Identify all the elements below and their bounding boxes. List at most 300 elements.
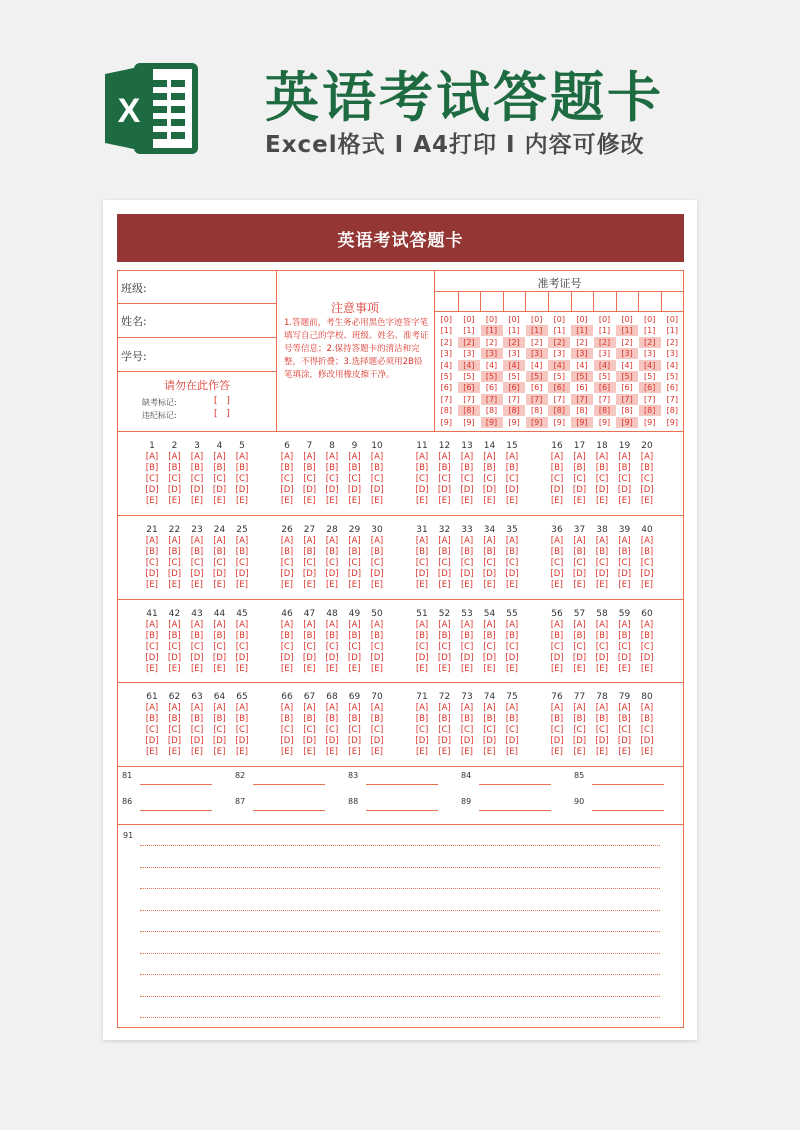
answer-bubble[interactable]: [E] [168, 580, 181, 590]
exam-id-digit-bubble[interactable]: [5] [553, 372, 565, 381]
answer-bubble[interactable]: [C] [618, 725, 631, 735]
fill-answer-line[interactable] [592, 784, 664, 785]
answer-bubble[interactable]: [A] [280, 452, 294, 462]
answer-bubble[interactable]: [D] [167, 569, 182, 579]
answer-bubble[interactable]: [A] [280, 703, 294, 713]
answer-bubble[interactable]: [B] [235, 547, 249, 557]
answer-bubble[interactable]: [C] [483, 642, 496, 652]
answer-bubble[interactable]: [C] [213, 725, 226, 735]
answer-bubble[interactable]: [C] [303, 725, 316, 735]
answer-bubble[interactable]: [B] [595, 631, 609, 641]
answer-bubble[interactable]: [E] [618, 664, 631, 674]
exam-id-digit-bubble[interactable]: [1] [553, 326, 565, 336]
answer-bubble[interactable]: [D] [347, 736, 362, 746]
answer-bubble[interactable]: [A] [483, 452, 496, 462]
answer-bubble[interactable]: [E] [168, 496, 181, 506]
answer-bubble[interactable]: [D] [212, 736, 227, 746]
answer-bubble[interactable]: [E] [325, 747, 338, 757]
exam-id-digit-bubble[interactable]: [4] [548, 360, 570, 371]
exam-id-digit-bubble[interactable]: [9] [553, 417, 565, 427]
exam-id-digit-bubble[interactable]: [7] [508, 394, 520, 404]
exam-id-digit-bubble[interactable]: [8] [621, 406, 633, 416]
answer-bubble[interactable]: [A] [235, 452, 249, 462]
answer-bubble[interactable]: [A] [618, 703, 631, 713]
answer-bubble[interactable]: [E] [505, 664, 518, 674]
answer-bubble[interactable]: [E] [550, 747, 563, 757]
answer-bubble[interactable]: [B] [640, 463, 654, 473]
answer-bubble[interactable]: [B] [190, 631, 204, 641]
answer-bubble[interactable]: [C] [370, 558, 384, 568]
answer-bubble[interactable]: [D] [167, 736, 182, 746]
fill-answer-line[interactable] [592, 810, 664, 811]
answer-bubble[interactable]: [E] [348, 496, 361, 506]
answer-bubble[interactable]: [B] [213, 714, 226, 724]
answer-bubble[interactable]: [D] [280, 736, 294, 746]
answer-bubble[interactable]: [C] [595, 642, 609, 652]
exam-id-digit-bubble[interactable]: [3] [440, 349, 452, 359]
answer-bubble[interactable]: [B] [303, 631, 316, 641]
answer-bubble[interactable]: [B] [348, 463, 361, 473]
answer-bubble[interactable]: [C] [303, 474, 316, 484]
exam-id-digit-bubble[interactable]: [3] [553, 349, 565, 359]
answer-bubble[interactable]: [C] [640, 642, 654, 652]
exam-id-digit-bubble[interactable]: [7] [481, 394, 503, 405]
answer-bubble[interactable]: [D] [325, 569, 339, 579]
exam-id-digit-bubble[interactable]: [7] [644, 394, 656, 404]
exam-id-digit-bubble[interactable]: [1] [644, 326, 656, 336]
answer-bubble[interactable]: [E] [415, 664, 428, 674]
exam-id-digit-bubble[interactable]: [0] [440, 315, 452, 324]
exam-id-digit-bubble[interactable]: [3] [526, 348, 548, 359]
answer-bubble[interactable]: [B] [483, 714, 496, 724]
exam-id-digit-bubble[interactable]: [4] [485, 360, 498, 370]
exam-id-digit-bubble[interactable]: [3] [616, 348, 638, 359]
exam-id-digit-bubble[interactable]: [8] [503, 405, 525, 416]
exam-id-digit-bubble[interactable]: [9] [616, 417, 638, 428]
answer-bubble[interactable]: [C] [235, 725, 249, 735]
answer-bubble[interactable]: [B] [325, 547, 339, 557]
answer-bubble[interactable]: [C] [325, 642, 339, 652]
answer-bubble[interactable]: [E] [595, 664, 608, 674]
answer-bubble[interactable]: [D] [190, 736, 204, 746]
exam-id-digit-bubble[interactable]: [7] [571, 394, 593, 405]
answer-bubble[interactable]: [C] [280, 558, 294, 568]
answer-bubble[interactable]: [B] [505, 547, 519, 557]
answer-bubble[interactable]: [B] [483, 463, 496, 473]
answer-bubble[interactable]: [C] [303, 642, 316, 652]
answer-bubble[interactable]: [D] [617, 485, 632, 495]
essay-writing-line[interactable] [140, 996, 660, 997]
exam-id-digit-bubble[interactable]: [3] [463, 349, 475, 359]
answer-bubble[interactable]: [E] [618, 580, 631, 590]
answer-bubble[interactable]: [A] [415, 536, 429, 546]
exam-id-digit-bubble[interactable]: [1] [666, 326, 678, 336]
answer-bubble[interactable]: [D] [302, 736, 317, 746]
answer-bubble[interactable]: [E] [190, 580, 203, 590]
answer-bubble[interactable]: [D] [437, 485, 452, 495]
answer-bubble[interactable]: [A] [483, 620, 496, 630]
answer-bubble[interactable]: [B] [325, 631, 339, 641]
answer-bubble[interactable]: [E] [483, 580, 496, 590]
exam-id-digit-bubble[interactable]: [5] [526, 371, 548, 382]
answer-bubble[interactable]: [C] [505, 725, 519, 735]
answer-bubble[interactable]: [D] [572, 736, 587, 746]
answer-bubble[interactable]: [B] [235, 714, 249, 724]
answer-bubble[interactable]: [E] [415, 496, 428, 506]
answer-bubble[interactable]: [C] [595, 725, 609, 735]
answer-bubble[interactable]: [C] [618, 642, 631, 652]
answer-bubble[interactable]: [D] [325, 485, 339, 495]
answer-bubble[interactable]: [D] [482, 653, 497, 663]
answer-bubble[interactable]: [A] [370, 452, 384, 462]
exam-id-digit-bubble[interactable]: [0] [666, 315, 678, 324]
answer-bubble[interactable]: [A] [460, 536, 474, 546]
exam-id-digit-bubble[interactable]: [9] [571, 417, 593, 428]
answer-bubble[interactable]: [B] [438, 463, 451, 473]
answer-bubble[interactable]: [E] [640, 747, 653, 757]
exam-id-digit-bubble[interactable]: [4] [458, 360, 480, 371]
answer-bubble[interactable]: [B] [550, 547, 564, 557]
answer-bubble[interactable]: [E] [325, 664, 338, 674]
fill-answer-line[interactable] [479, 810, 551, 811]
answer-bubble[interactable]: [A] [438, 452, 451, 462]
exam-id-digit-bubble[interactable]: [0] [598, 315, 611, 324]
answer-bubble[interactable]: [B] [595, 463, 609, 473]
answer-bubble[interactable]: [C] [168, 725, 181, 735]
exam-id-digit-bubble[interactable]: [4] [531, 360, 543, 370]
answer-bubble[interactable]: [E] [348, 580, 361, 590]
answer-bubble[interactable]: [C] [438, 642, 451, 652]
answer-bubble[interactable]: [D] [325, 653, 339, 663]
answer-bubble[interactable]: [E] [460, 664, 473, 674]
answer-bubble[interactable]: [D] [190, 485, 204, 495]
answer-bubble[interactable]: [A] [550, 703, 564, 713]
answer-bubble[interactable]: [D] [482, 569, 497, 579]
exam-id-digit-bubble[interactable]: [9] [666, 417, 678, 427]
answer-bubble[interactable]: [D] [145, 485, 159, 495]
answer-bubble[interactable]: [D] [640, 569, 654, 579]
answer-bubble[interactable]: [B] [438, 714, 451, 724]
fill-answer-line[interactable] [140, 784, 212, 785]
answer-bubble[interactable]: [C] [438, 474, 451, 484]
answer-bubble[interactable]: [C] [370, 474, 384, 484]
exam-id-digit-bubble[interactable]: [1] [571, 325, 593, 336]
exam-id-digit-bubble[interactable]: [7] [553, 394, 565, 404]
exam-id-digit-bubble[interactable]: [3] [644, 349, 656, 359]
answer-bubble[interactable]: [C] [348, 558, 361, 568]
exam-id-digit-bubble[interactable]: [9] [481, 417, 503, 428]
answer-bubble[interactable]: [D] [460, 569, 474, 579]
answer-bubble[interactable]: [C] [235, 558, 249, 568]
answer-bubble[interactable]: [A] [213, 620, 226, 630]
answer-bubble[interactable]: [D] [212, 485, 227, 495]
answer-bubble[interactable]: [D] [505, 485, 519, 495]
answer-bubble[interactable]: [D] [640, 653, 654, 663]
answer-bubble[interactable]: [C] [168, 558, 181, 568]
exam-id-digit-bubble[interactable]: [1] [481, 325, 503, 336]
answer-bubble[interactable]: [A] [483, 536, 496, 546]
answer-bubble[interactable]: [E] [550, 664, 563, 674]
exam-id-digit-bubble[interactable]: [1] [526, 325, 548, 336]
answer-bubble[interactable]: [A] [438, 620, 451, 630]
answer-bubble[interactable]: [B] [168, 714, 181, 724]
answer-bubble[interactable]: [B] [190, 714, 204, 724]
answer-bubble[interactable]: [D] [145, 569, 159, 579]
answer-bubble[interactable]: [A] [595, 703, 609, 713]
answer-bubble[interactable]: [D] [437, 736, 452, 746]
essay-writing-line[interactable] [140, 974, 660, 975]
answer-bubble[interactable]: [B] [415, 631, 429, 641]
answer-bubble[interactable]: [B] [145, 547, 159, 557]
answer-bubble[interactable]: [B] [573, 463, 586, 473]
exam-id-digit-bubble[interactable]: [7] [526, 394, 548, 405]
answer-bubble[interactable]: [C] [280, 642, 294, 652]
answer-bubble[interactable]: [C] [483, 725, 496, 735]
answer-bubble[interactable]: [A] [168, 703, 181, 713]
answer-bubble[interactable]: [C] [550, 642, 564, 652]
answer-bubble[interactable]: [A] [325, 452, 339, 462]
answer-bubble[interactable]: [C] [168, 474, 181, 484]
answer-bubble[interactable]: [A] [168, 452, 181, 462]
exam-id-digit-bubble[interactable]: [8] [576, 406, 588, 416]
answer-bubble[interactable]: [A] [640, 703, 654, 713]
answer-bubble[interactable]: [B] [505, 463, 519, 473]
exam-id-digit-bubble[interactable]: [4] [440, 360, 452, 370]
exam-id-digit-bubble[interactable]: [1] [616, 325, 638, 336]
answer-bubble[interactable]: [E] [618, 496, 631, 506]
answer-bubble[interactable]: [A] [168, 536, 181, 546]
answer-bubble[interactable]: [B] [303, 714, 316, 724]
answer-bubble[interactable]: [D] [280, 485, 294, 495]
exam-id-digit-bubble[interactable]: [7] [598, 394, 611, 404]
exam-id-digit-bubble[interactable]: [9] [440, 417, 452, 427]
exam-id-digit-bubble[interactable]: [0] [485, 315, 498, 324]
answer-bubble[interactable]: [A] [303, 452, 316, 462]
answer-bubble[interactable]: [E] [235, 496, 248, 506]
answer-bubble[interactable]: [E] [370, 580, 383, 590]
answer-bubble[interactable]: [D] [212, 653, 227, 663]
answer-bubble[interactable]: [E] [483, 664, 496, 674]
answer-bubble[interactable]: [E] [640, 664, 653, 674]
answer-bubble[interactable]: [A] [145, 536, 159, 546]
answer-bubble[interactable]: [B] [573, 631, 586, 641]
answer-bubble[interactable]: [A] [303, 620, 316, 630]
answer-bubble[interactable]: [E] [550, 496, 563, 506]
answer-bubble[interactable]: [C] [280, 725, 294, 735]
answer-bubble[interactable]: [E] [595, 747, 608, 757]
fill-answer-line[interactable] [366, 784, 438, 785]
answer-bubble[interactable]: [D] [482, 485, 497, 495]
exam-id-digit-bubble[interactable]: [4] [503, 360, 525, 371]
answer-bubble[interactable]: [D] [235, 653, 249, 663]
exam-id-digit-bubble[interactable]: [6] [458, 382, 480, 393]
answer-bubble[interactable]: [E] [595, 580, 608, 590]
answer-bubble[interactable]: [B] [325, 463, 339, 473]
answer-bubble[interactable]: [B] [303, 463, 316, 473]
exam-id-digit-bubble[interactable]: [4] [576, 360, 588, 370]
exam-id-digit-bubble[interactable]: [2] [440, 337, 452, 347]
exam-id-digit-bubble[interactable]: [0] [553, 315, 565, 324]
answer-bubble[interactable]: [E] [280, 580, 293, 590]
answer-bubble[interactable]: [B] [348, 631, 361, 641]
answer-bubble[interactable]: [D] [167, 485, 182, 495]
answer-bubble[interactable]: [E] [190, 496, 203, 506]
answer-bubble[interactable]: [D] [572, 653, 587, 663]
answer-bubble[interactable]: [A] [235, 703, 249, 713]
answer-bubble[interactable]: [B] [483, 547, 496, 557]
answer-bubble[interactable]: [A] [438, 536, 451, 546]
answer-bubble[interactable]: [A] [348, 620, 361, 630]
answer-bubble[interactable]: [B] [460, 714, 474, 724]
answer-bubble[interactable]: [C] [415, 474, 429, 484]
answer-bubble[interactable]: [A] [573, 536, 586, 546]
answer-bubble[interactable]: [C] [415, 642, 429, 652]
answer-bubble[interactable]: [C] [438, 558, 451, 568]
answer-bubble[interactable]: [C] [325, 474, 339, 484]
answer-bubble[interactable]: [E] [460, 496, 473, 506]
answer-bubble[interactable]: [A] [190, 620, 204, 630]
answer-bubble[interactable]: [A] [460, 452, 474, 462]
answer-bubble[interactable]: [A] [190, 452, 204, 462]
fill-answer-line[interactable] [140, 810, 212, 811]
answer-bubble[interactable]: [D] [595, 569, 609, 579]
answer-bubble[interactable]: [B] [505, 631, 519, 641]
exam-id-digit-bubble[interactable]: [6] [666, 383, 678, 393]
fill-answer-line[interactable] [253, 810, 325, 811]
exam-id-digit-bubble[interactable]: [7] [666, 394, 678, 404]
answer-bubble[interactable]: [E] [235, 580, 248, 590]
answer-bubble[interactable]: [A] [325, 620, 339, 630]
answer-bubble[interactable]: [C] [640, 558, 654, 568]
exam-id-digit-bubble[interactable]: [2] [621, 337, 633, 347]
answer-bubble[interactable]: [A] [190, 536, 204, 546]
answer-bubble[interactable]: [D] [235, 485, 249, 495]
answer-bubble[interactable]: [E] [505, 496, 518, 506]
exam-id-digit-bubble[interactable]: [2] [639, 337, 661, 348]
answer-bubble[interactable]: [A] [460, 703, 474, 713]
exam-id-digit-bubble[interactable]: [2] [503, 337, 525, 348]
answer-bubble[interactable]: [E] [348, 747, 361, 757]
answer-bubble[interactable]: [C] [370, 725, 384, 735]
answer-bubble[interactable]: [E] [325, 580, 338, 590]
answer-bubble[interactable]: [D] [550, 736, 564, 746]
answer-bubble[interactable]: [A] [550, 536, 564, 546]
answer-bubble[interactable]: [B] [460, 463, 474, 473]
answer-bubble[interactable]: [D] [235, 736, 249, 746]
answer-bubble[interactable]: [E] [505, 580, 518, 590]
answer-bubble[interactable]: [C] [213, 474, 226, 484]
answer-bubble[interactable]: [A] [303, 536, 316, 546]
answer-bubble[interactable]: [C] [460, 474, 474, 484]
answer-bubble[interactable]: [D] [595, 485, 609, 495]
answer-bubble[interactable]: [D] [640, 736, 654, 746]
answer-bubble[interactable]: [B] [640, 547, 654, 557]
exam-id-digit-bubble[interactable]: [1] [598, 326, 611, 336]
exam-id-digit-bubble[interactable]: [0] [463, 315, 475, 324]
essay-writing-line[interactable] [140, 845, 660, 846]
answer-bubble[interactable]: [D] [595, 653, 609, 663]
answer-bubble[interactable]: [A] [573, 703, 586, 713]
exam-id-digit-bubble[interactable]: [5] [481, 371, 503, 382]
answer-bubble[interactable]: [B] [460, 547, 474, 557]
answer-bubble[interactable]: [E] [438, 664, 451, 674]
answer-bubble[interactable]: [B] [573, 547, 586, 557]
answer-bubble[interactable]: [D] [415, 485, 429, 495]
absent-mark-box[interactable]: [ ] [214, 396, 233, 406]
answer-bubble[interactable]: [C] [213, 642, 226, 652]
answer-bubble[interactable]: [A] [370, 536, 384, 546]
answer-bubble[interactable]: [D] [460, 653, 474, 663]
answer-bubble[interactable]: [E] [550, 580, 563, 590]
exam-id-digit-bubble[interactable]: [8] [440, 406, 452, 416]
answer-bubble[interactable]: [B] [573, 714, 586, 724]
answer-bubble[interactable]: [B] [595, 547, 609, 557]
answer-bubble[interactable]: [D] [617, 569, 632, 579]
answer-bubble[interactable]: [D] [302, 569, 317, 579]
answer-bubble[interactable]: [B] [348, 714, 361, 724]
answer-bubble[interactable]: [D] [370, 653, 384, 663]
exam-id-digit-bubble[interactable]: [2] [666, 337, 678, 347]
answer-bubble[interactable]: [E] [303, 747, 316, 757]
answer-bubble[interactable]: [D] [347, 653, 362, 663]
answer-bubble[interactable]: [B] [370, 463, 384, 473]
answer-bubble[interactable]: [E] [573, 580, 586, 590]
answer-bubble[interactable]: [E] [145, 496, 158, 506]
answer-bubble[interactable]: [D] [505, 736, 519, 746]
answer-bubble[interactable]: [C] [573, 725, 586, 735]
answer-bubble[interactable]: [A] [460, 620, 474, 630]
answer-bubble[interactable]: [D] [280, 569, 294, 579]
answer-bubble[interactable]: [C] [618, 474, 631, 484]
answer-bubble[interactable]: [B] [280, 714, 294, 724]
answer-bubble[interactable]: [C] [168, 642, 181, 652]
answer-bubble[interactable]: [E] [280, 747, 293, 757]
answer-bubble[interactable]: [E] [438, 580, 451, 590]
answer-bubble[interactable]: [A] [415, 703, 429, 713]
answer-bubble[interactable]: [E] [145, 747, 158, 757]
answer-bubble[interactable]: [C] [213, 558, 226, 568]
answer-bubble[interactable]: [E] [460, 747, 473, 757]
answer-bubble[interactable]: [B] [595, 714, 609, 724]
answer-bubble[interactable]: [D] [505, 569, 519, 579]
fill-answer-line[interactable] [479, 784, 551, 785]
answer-bubble[interactable]: [C] [618, 558, 631, 568]
answer-bubble[interactable]: [A] [550, 620, 564, 630]
answer-bubble[interactable]: [E] [303, 664, 316, 674]
answer-bubble[interactable]: [C] [145, 642, 159, 652]
answer-bubble[interactable]: [C] [460, 558, 474, 568]
answer-bubble[interactable]: [A] [213, 536, 226, 546]
answer-bubble[interactable]: [E] [280, 496, 293, 506]
answer-bubble[interactable]: [E] [145, 580, 158, 590]
exam-id-digit-bubble[interactable]: [0] [644, 315, 656, 324]
exam-id-digit-bubble[interactable]: [5] [666, 372, 678, 381]
answer-bubble[interactable]: [A] [640, 536, 654, 546]
exam-id-digit-bubble[interactable]: [8] [594, 405, 616, 416]
answer-bubble[interactable]: [B] [145, 463, 159, 473]
answer-bubble[interactable]: [A] [573, 452, 586, 462]
exam-id-digit-bubble[interactable]: [6] [503, 382, 525, 393]
answer-bubble[interactable]: [B] [145, 631, 159, 641]
answer-bubble[interactable]: [B] [370, 631, 384, 641]
answer-bubble[interactable]: [C] [573, 474, 586, 484]
answer-bubble[interactable]: [E] [303, 496, 316, 506]
answer-bubble[interactable]: [E] [618, 747, 631, 757]
answer-bubble[interactable]: [A] [325, 536, 339, 546]
answer-bubble[interactable]: [B] [415, 463, 429, 473]
essay-writing-line[interactable] [140, 953, 660, 954]
answer-bubble[interactable]: [E] [280, 664, 293, 674]
